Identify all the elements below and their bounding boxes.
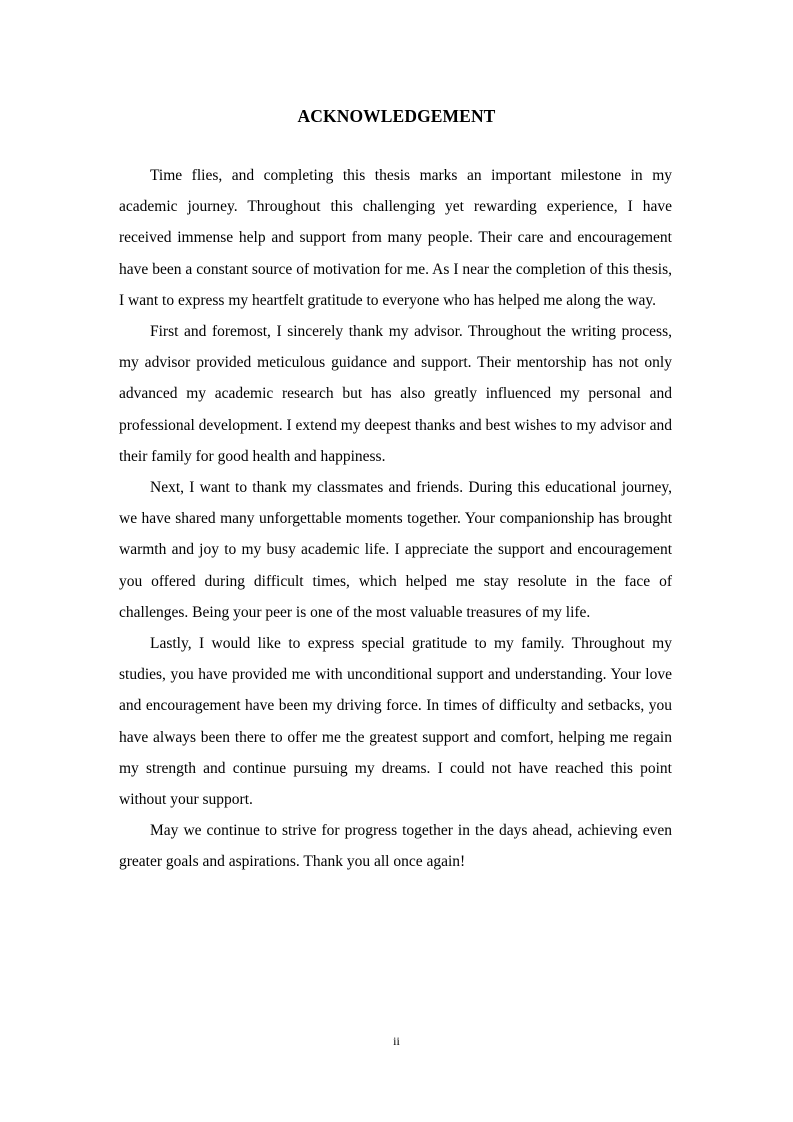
- paragraph-classmates: Next, I want to thank my classmates and friends. During this educational journey, we have shared many unforgettable moments together. Your companionship has brought warmth and joy to my busy academic life. I appreciate the support and encouragement you offered during difficult times, which helped me stay resolute in the face of challenges. Being your peer is one of the most valuable treasures of my life.: [119, 479, 672, 621]
- page-title: ACKNOWLEDGEMENT: [297, 106, 496, 126]
- paragraph-intro: Time flies, and completing this thesis marks an important milestone in my academic journey. Throughout this challenging yet rewarding experience, I have received immense help and support from many people. Their care and encouragement have been a constant source of motivation for me. As I near the completion of this thesis, I want to express my heartfelt gratitude to everyone who has helped me along the way.: [119, 167, 672, 309]
- acknowledgement-body: [119, 160, 672, 878]
- paragraph-closing: May we continue to strive for progress together in the days ahead, achieving even greater goals and aspirations. Thank you all once again!: [119, 822, 672, 871]
- paragraph-advisor: First and foremost, I sincerely thank my advisor. Throughout the writing process, my advisor provided meticulous guidance and support. Their mentorship has not only advanced my academic research but has also greatly influenced my personal and professional development. I extend my deepest thanks and best wishes to my advisor and their family for good health and happiness.: [119, 323, 672, 465]
- paragraph-family: Lastly, I would like to express special gratitude to my family. Throughout my studies, you have provided me with unconditional support and understanding. Your love and encouragement have been my driving force. In times of difficulty and setbacks, you have always been there to offer me the greatest support and comfort, helping me regain my strength and continue pursuing my dreams. I could not have reached this point without your support.: [119, 635, 672, 809]
- page-number: ii: [393, 1034, 400, 1048]
